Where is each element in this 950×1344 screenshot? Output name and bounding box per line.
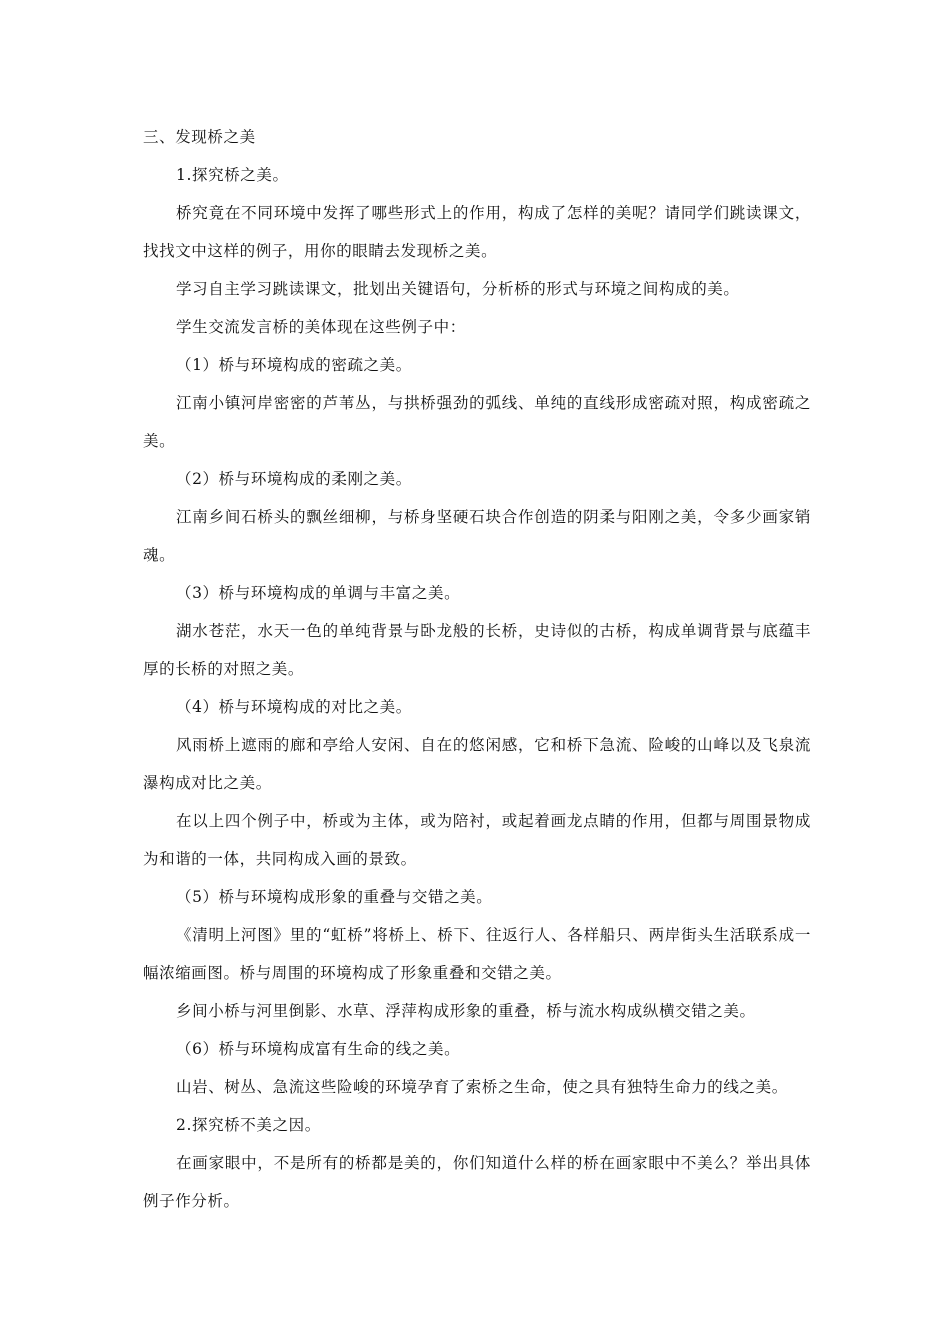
example-title: （5）桥与环境构成形象的重叠与交错之美。	[176, 888, 493, 906]
example-title: （3）桥与环境构成的单调与丰富之美。	[176, 584, 461, 602]
subsection-title: 2.探究桥不美之因。	[176, 1116, 321, 1134]
paragraph: 在画家眼中，不是所有的桥都是美的，你们知道什么样的桥在画家眼中不美么？举出具体例子作分析。	[143, 1154, 811, 1210]
example-title: （2）桥与环境构成的柔刚之美。	[176, 470, 412, 488]
paragraph: 江南小镇河岸密密的芦苇丛，与拱桥强劲的弧线、单纯的直线形成密疏对照，构成密疏之美。	[143, 394, 811, 450]
paragraph: 桥究竟在不同环境中发挥了哪些形式上的作用，构成了怎样的美呢？请同学们跳读课文，找找文中这样的例子，用你的眼睛去发现桥之美。	[143, 204, 811, 260]
example-title: （4）桥与环境构成的对比之美。	[176, 698, 412, 716]
paragraph: 风雨桥上遮雨的廊和亭给人安闲、自在的悠闲感，它和桥下急流、险峻的山峰以及飞泉流瀑构成对比之美。	[143, 736, 811, 792]
example-title: （1）桥与环境构成的密疏之美。	[176, 356, 412, 374]
paragraph: 山岩、树丛、急流这些险峻的环境孕育了索桥之生命，使之具有独特生命力的线之美。	[176, 1078, 788, 1096]
paragraph: 江南乡间石桥头的飘丝细柳，与桥身坚硬石块合作创造的阴柔与阳刚之美，令多少画家销魂。	[143, 508, 811, 564]
paragraph: 湖水苍茫，水天一色的单纯背景与卧龙般的长桥，史诗似的古桥，构成单调背景与底蕴丰厚的长桥的对照之美。	[143, 622, 811, 678]
paragraph: 学生交流发言桥的美体现在这些例子中：	[176, 318, 466, 336]
paragraph: 学习自主学习跳读课文，批划出关键语句，分析桥的形式与环境之间构成的美。	[176, 280, 740, 298]
document-page	[143, 118, 811, 1220]
example-title: （6）桥与环境构成富有生命的线之美。	[176, 1040, 461, 1058]
section-heading: 三、发现桥之美	[143, 128, 256, 146]
paragraph: 《清明上河图》里的“虹桥”将桥上、桥下、往返行人、各样船只、两岸街头生活联系成一幅浓缩画图。桥与周围的环境构成了形象重叠和交错之美。	[143, 926, 811, 982]
subsection-title: 1.探究桥之美。	[176, 166, 289, 184]
paragraph: 在以上四个例子中，桥或为主体，或为陪衬，或起着画龙点睛的作用，但都与周围景物成为和谐的一体，共同构成入画的景致。	[143, 812, 811, 868]
paragraph: 乡间小桥与河里倒影、水草、浮萍构成形象的重叠，桥与流水构成纵横交错之美。	[176, 1002, 756, 1020]
